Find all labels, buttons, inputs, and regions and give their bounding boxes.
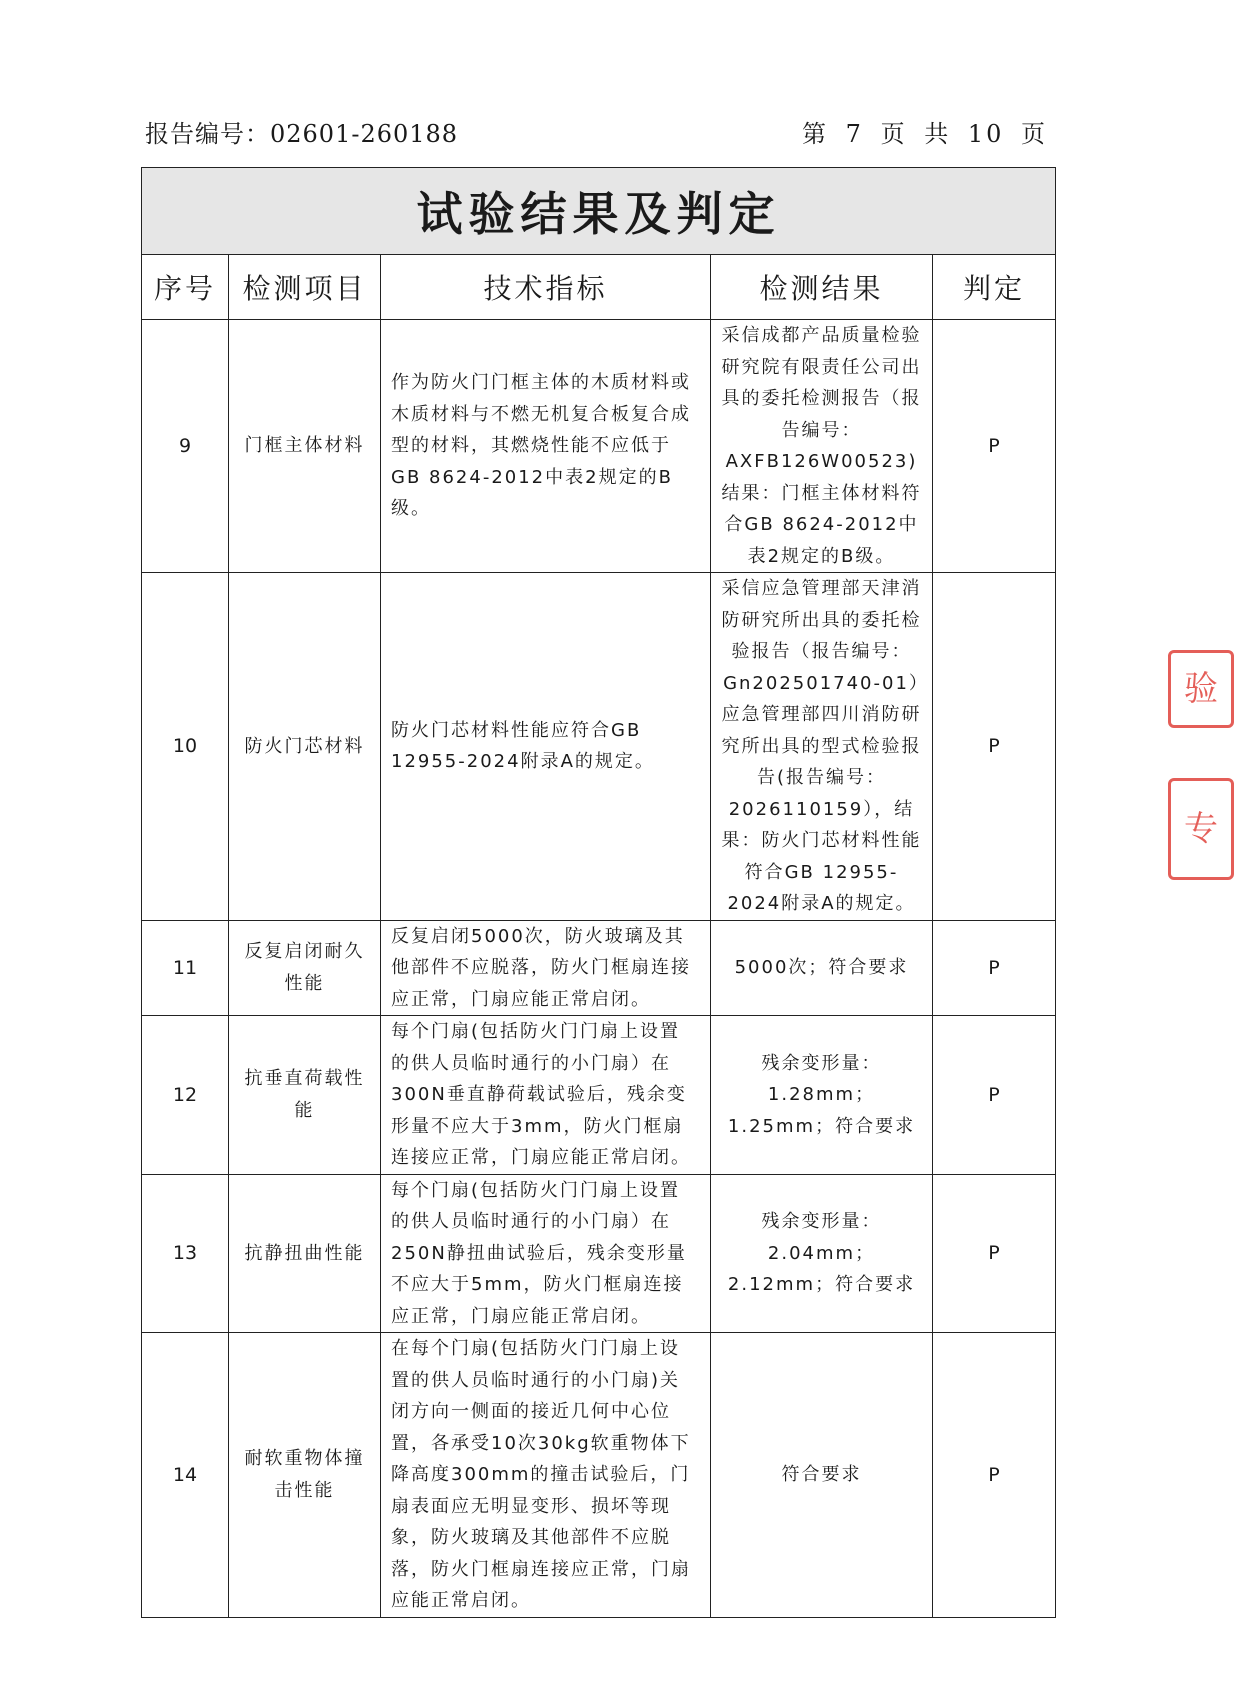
row-item: 抗垂直荷载性能 — [229, 1016, 381, 1175]
row-item: 门框主体材料 — [229, 320, 381, 573]
col-header-verdict: 判定 — [933, 255, 1056, 320]
table-row — [142, 1333, 1056, 1618]
seal-stamp-bottom: 专 — [1168, 778, 1234, 880]
row-verdict: P — [933, 1333, 1056, 1618]
col-header-result: 检测结果 — [711, 255, 933, 320]
row-item: 抗静扭曲性能 — [229, 1174, 381, 1333]
row-item: 防火门芯材料 — [229, 573, 381, 921]
row-no: 13 — [142, 1174, 229, 1333]
table-header-row — [142, 255, 1056, 320]
row-no: 12 — [142, 1016, 229, 1175]
row-verdict: P — [933, 920, 1056, 1016]
row-requirement: 作为防火门门框主体的木质材料或木质材料与不燃无机复合板复合成型的材料，其燃烧性能不应低于GB 8624-2012中表2规定的B级。 — [381, 320, 711, 573]
seal-stamp-top: 验 — [1168, 650, 1234, 728]
row-requirement: 每个门扇(包括防火门门扇上设置的供人员临时通行的小门扇）在300N垂直静荷载试验后，残余变形量不应大于3mm，防火门框扇连接应正常，门扇应能正常启闭。 — [381, 1016, 711, 1175]
row-result: 5000次；符合要求 — [711, 920, 933, 1016]
row-no: 10 — [142, 573, 229, 921]
table-row — [142, 1174, 1056, 1333]
row-requirement: 防火门芯材料性能应符合GB 12955-2024附录A的规定。 — [381, 573, 711, 921]
col-header-item: 检测项目 — [229, 255, 381, 320]
table-row — [142, 920, 1056, 1016]
row-verdict: P — [933, 320, 1056, 573]
row-item: 反复启闭耐久性能 — [229, 920, 381, 1016]
row-result: 残余变形量：1.28mm；1.25mm；符合要求 — [711, 1016, 933, 1175]
page-info: 第 7 页 共 10 页 — [802, 120, 1048, 148]
col-header-requirement: 技术指标 — [381, 255, 711, 320]
table-row — [142, 1016, 1056, 1175]
row-no: 9 — [142, 320, 229, 573]
row-result: 残余变形量：2.04mm；2.12mm；符合要求 — [711, 1174, 933, 1333]
row-verdict: P — [933, 1016, 1056, 1175]
row-result: 采信应急管理部天津消防研究所出具的委托检验报告（报告编号：Gn202501740-01）应急管理部四川消防研究所出具的型式检验报告(报告编号：2026110159），结果：防火门芯材料性能符合GB 12955-2024附录A的规定。 — [711, 573, 933, 921]
table-row — [142, 573, 1056, 921]
row-no: 11 — [142, 920, 229, 1016]
col-header-no: 序号 — [142, 255, 229, 320]
row-requirement: 每个门扇(包括防火门门扇上设置的供人员临时通行的小门扇）在250N静扭曲试验后，残余变形量不应大于5mm，防火门框扇连接应正常，门扇应能正常启闭。 — [381, 1174, 711, 1333]
table-title: 试验结果及判定 — [142, 168, 1056, 255]
row-verdict: P — [933, 1174, 1056, 1333]
row-requirement: 在每个门扇(包括防火门门扇上设置的供人员临时通行的小门扇)关闭方向一侧面的接近几何中心位置，各承受10次30kg软重物体下降高度300mm的撞击试验后，门扇表面应无明显变形、损坏等现象，防火玻璃及其他部件不应脱落，防火门框扇连接应正常，门扇应能正常启闭。 — [381, 1333, 711, 1618]
row-result: 采信成都产品质量检验研究院有限责任公司出具的委托检测报告（报告编号：AXFB126W00523)结果：门框主体材料符合GB 8624-2012中表2规定的B级。 — [711, 320, 933, 573]
row-requirement: 反复启闭5000次，防火玻璃及其他部件不应脱落，防火门框扇连接应正常，门扇应能正常启闭。 — [381, 920, 711, 1016]
table-row — [142, 320, 1056, 573]
row-no: 14 — [142, 1333, 229, 1618]
row-item: 耐软重物体撞击性能 — [229, 1333, 381, 1618]
row-result: 符合要求 — [711, 1333, 933, 1618]
row-verdict: P — [933, 573, 1056, 921]
results-table — [141, 167, 1056, 1618]
report-number: 报告编号：02601-260188 — [145, 120, 459, 148]
